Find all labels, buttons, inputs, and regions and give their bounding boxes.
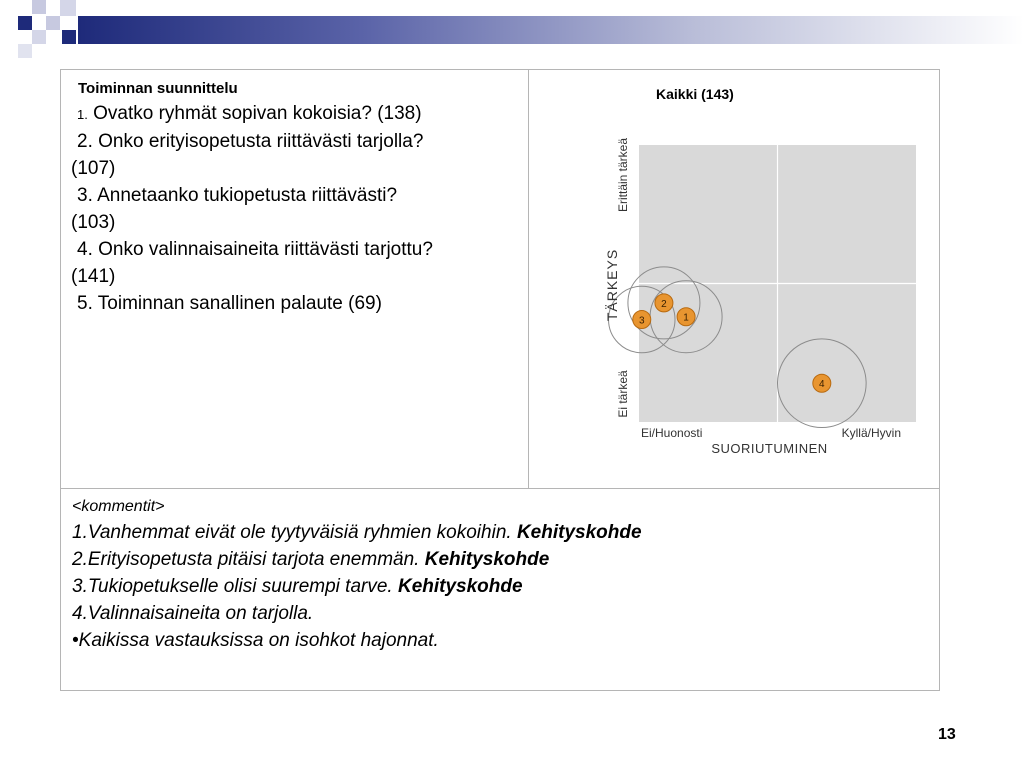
- question-number: 5.: [77, 293, 93, 314]
- comment-line: [72, 600, 932, 627]
- comment-line: [72, 519, 932, 546]
- y-low-label: Ei tärkeä: [616, 370, 630, 418]
- y-high-label: Erittäin tärkeä: [616, 137, 630, 213]
- question-text: Annetaanko tukiopetusta riittävästi?: [97, 185, 398, 206]
- header-gradient-bar: [78, 16, 1024, 44]
- question-count: (103): [71, 212, 116, 233]
- question-number: 3.: [77, 185, 93, 206]
- question-list: [71, 100, 521, 317]
- header-square-decoration: [62, 30, 76, 44]
- comments-block: [72, 497, 932, 654]
- comments-heading: <kommentit>: [72, 498, 165, 515]
- page-number: 13: [938, 726, 956, 743]
- comment-tag: Kehityskohde: [424, 549, 550, 570]
- comments-cell: [61, 489, 939, 690]
- question-number: 4.: [77, 239, 93, 260]
- point-label: 1: [683, 312, 689, 324]
- question-text: Ovatko ryhmät sopivan kokoisia? (138): [93, 103, 422, 124]
- question-text: Onko erityisopetusta riittävästi tarjolla?: [98, 131, 424, 152]
- header-square-decoration: [46, 16, 60, 30]
- question-item: [71, 182, 521, 236]
- chart-title: Kaikki (143): [656, 86, 734, 102]
- header-square-decoration: [60, 0, 76, 16]
- comment-text: 2.Erityisopetusta pitäisi tarjota enemmän.: [72, 549, 420, 570]
- header-square-decoration: [18, 44, 32, 58]
- content-table: [60, 69, 940, 691]
- point-label: 4: [819, 379, 825, 391]
- section-title: Toiminnan suunnittelu: [78, 80, 238, 97]
- x-axis-title: SUORIUTUMINEN: [711, 441, 828, 456]
- header-square-decoration: [18, 16, 32, 30]
- comment-tag: Kehityskohde: [397, 576, 523, 597]
- header-square-decoration: [32, 30, 46, 44]
- comment-line: [72, 573, 932, 600]
- question-item: [71, 236, 521, 290]
- question-number: 2.: [77, 131, 93, 152]
- chart-cell: [529, 70, 939, 489]
- question-count: (107): [71, 158, 116, 179]
- header-square-decoration: [32, 0, 46, 14]
- comment-line: [72, 546, 932, 573]
- question-item: [71, 100, 521, 128]
- question-text: Toiminnan sanallinen palaute (69): [97, 293, 382, 314]
- question-number: 1.: [77, 107, 88, 122]
- point-label: 3: [638, 315, 645, 327]
- point-label: 2: [661, 298, 667, 310]
- question-text: Onko valinnaisaineita riittävästi tarjottu?: [98, 239, 433, 260]
- comment-tag: Kehityskohde: [516, 522, 642, 543]
- importance-performance-chart: [529, 70, 937, 487]
- x-low-label: Ei/Huonosti: [641, 426, 703, 440]
- comment-text: 3.Tukiopetukselle olisi suurempi tarve.: [72, 576, 393, 597]
- question-item: [71, 290, 521, 317]
- comment-text: •Kaikissa vastauksissa on isohkot hajonnat.: [72, 630, 439, 651]
- question-count: (141): [71, 266, 116, 287]
- comment-line: [72, 627, 932, 654]
- questions-cell: [61, 70, 529, 489]
- x-high-label: Kyllä/Hyvin: [841, 426, 901, 440]
- y-axis-title: TÄRKEYS: [604, 248, 620, 322]
- comment-text: 4.Valinnaisaineita on tarjolla.: [72, 603, 314, 624]
- question-item: [71, 128, 521, 182]
- comment-text: 1.Vanhemmat eivät ole tyytyväisiä ryhmien kokoihin.: [72, 522, 512, 543]
